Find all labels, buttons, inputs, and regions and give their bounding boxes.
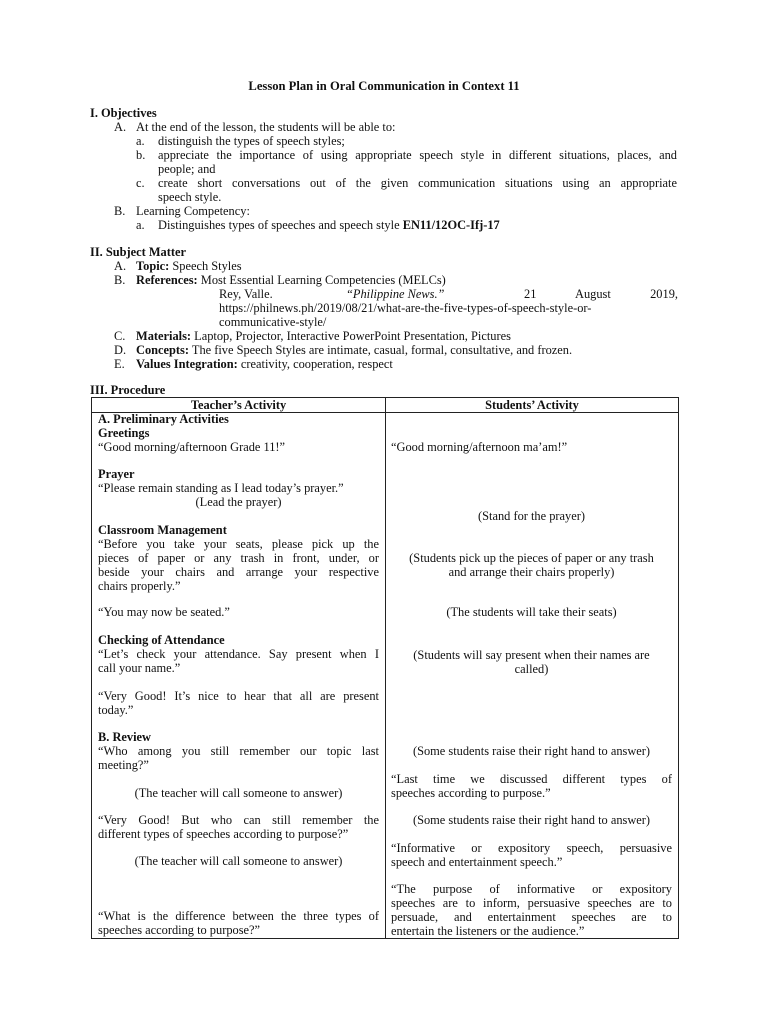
teacher-very-good: today.” [98,703,134,717]
students-seats: (The students will take their seats) [446,605,617,619]
attendance-heading: Checking of Attendance [98,633,225,647]
objective-item-text: appreciate the importance of using appropriate speech style in different situations, places, and [158,148,677,162]
column-divider [385,398,386,938]
materials-label: Materials: [136,329,192,343]
references-marker: B. [114,273,126,287]
teacher-prayer: “Please remain standing as I lead today’s prayer.” [98,481,344,495]
students-purpose-answer: persuade, and entertainment speeches are to [391,910,672,924]
teacher-very-good: “Very Good! It’s nice to hear that all are present [98,689,379,703]
students-stand: (Stand for the prayer) [478,509,585,523]
classroom-management-heading: Classroom Management [98,523,227,537]
students-raise-hand: (Some students raise their right hand to answer) [412,813,651,827]
students-pick-up: and arrange their chairs properly) [448,565,615,579]
teacher-classroom-management: chairs properly.” [98,579,181,593]
reference-date-wrap [524,287,678,301]
teacher-attendance: “Let’s check your attendance. Say present when I [98,647,379,661]
values-label: Values Integration: [136,357,238,371]
reference-author: Rey, Valle. [219,287,273,301]
values-marker: E. [114,357,125,371]
competency-line [158,218,500,232]
teacher-review-followup: different types of speeches according to purpose?” [98,827,349,841]
teacher-call-note: (The teacher will call someone to answer) [134,854,343,868]
teacher-review-followup: “Very Good! But who can still remember the [98,813,379,827]
topic-line [136,259,242,273]
objective-item-marker: a. [136,134,145,148]
prayer-heading: Prayer [98,467,135,481]
subject-matter-heading: II. Subject Matter [90,245,187,259]
students-last-time: “Last time we discussed different types of [391,772,672,786]
teacher-activity-header: Teacher’s Activity [190,398,287,412]
students-purpose-answer: “The purpose of informative or expository [391,882,672,896]
teacher-difference-question: speeches according to purpose?” [98,923,261,937]
reference-url: https://philnews.ph/2019/08/21/what-are-the-five-types-of-speech-style-or- [219,301,592,315]
students-greetings: “Good morning/afternoon ma’am!” [391,440,568,454]
procedure-heading: III. Procedure [90,383,166,397]
students-purpose-answer: entertain the listeners or the audience.” [391,924,585,938]
references-line [136,273,446,287]
review-heading: B. Review [98,730,151,744]
reference-date: 21 August 2019, [524,287,678,301]
topic-label: Topic: [136,259,170,273]
values-value: creativity, cooperation, respect [240,357,393,371]
competency-marker: a. [136,218,145,232]
teacher-seated: “You may now be seated.” [98,605,230,619]
objectives-b-marker: B. [114,204,126,218]
teacher-classroom-management: beside your chairs and arrange your respective [98,565,379,579]
objectives-heading: I. Objectives [90,106,157,120]
teacher-classroom-management: pieces of paper or any trash in front, under, or [98,551,379,565]
students-raise-hand: (Some students raise their right hand to answer) [412,744,651,758]
objectives-a-text: At the end of the lesson, the students will be able to: [136,120,396,134]
teacher-prayer-note: (Lead the prayer) [195,495,282,509]
objective-item-text-continued: speech style. [158,190,222,204]
teacher-classroom-management: “Before you take your seats, please pick up the [98,537,379,551]
materials-line [136,329,511,343]
students-activity-header: Students’ Activity [485,398,579,412]
students-speech-types: “Informative or expository speech, persuasive [391,841,672,855]
objective-item-text: create short conversations out of the given communication situations using an appropriate [158,176,677,190]
teacher-review-question: meeting?” [98,758,149,772]
competency-text: Distinguishes types of speeches and speech style [158,218,400,232]
concepts-line [136,343,572,357]
students-present: called) [514,662,549,676]
concepts-value: The five Speech Styles are intimate, casual, formal, consultative, and frozen. [191,343,573,357]
objectives-a-marker: A. [114,120,127,134]
topic-marker: A. [114,259,127,273]
concepts-label: Concepts: [136,343,189,357]
preliminary-activities-heading: A. Preliminary Activities [98,412,229,426]
procedure-table [91,397,679,939]
students-purpose-answer: speeches are to inform, persuasive speeches are to [391,896,672,910]
topic-value: Speech Styles [172,259,242,273]
teacher-call-note: (The teacher will call someone to answer) [134,786,343,800]
students-present: (Students will say present when their names are [413,648,650,662]
objectives-b-text: Learning Competency: [136,204,250,218]
document-title: Lesson Plan in Oral Communication in Context 11 [248,79,520,93]
references-value: Most Essential Learning Competencies (MELCs) [200,273,446,287]
teacher-greetings: “Good morning/afternoon Grade 11!” [98,440,286,454]
competency-code: EN11/12OC-Ifj-17 [402,218,500,232]
references-label: References: [136,273,198,287]
materials-value: Laptop, Projector, Interactive PowerPoint Presentation, Pictures [194,329,511,343]
students-last-time: speeches according to purpose.” [391,786,551,800]
students-speech-types: speech and entertainment speech.” [391,855,563,869]
values-line [136,357,393,371]
reference-source: “Philippine News.” [346,287,445,301]
students-pick-up: (Students pick up the pieces of paper or any trash [409,551,654,565]
materials-marker: C. [114,329,126,343]
objective-item-text-continued: people; and [158,162,216,176]
objective-item-text: distinguish the types of speech styles; [158,134,345,148]
objective-item-marker: b. [136,148,146,162]
greetings-heading: Greetings [98,426,150,440]
objective-item-marker: c. [136,176,145,190]
teacher-review-question: “Who among you still remember our topic last [98,744,379,758]
reference-url-continued: communicative-style/ [219,315,327,329]
concepts-marker: D. [114,343,127,357]
teacher-attendance: call your name.” [98,661,181,675]
teacher-difference-question: “What is the difference between the three types of [98,909,379,923]
